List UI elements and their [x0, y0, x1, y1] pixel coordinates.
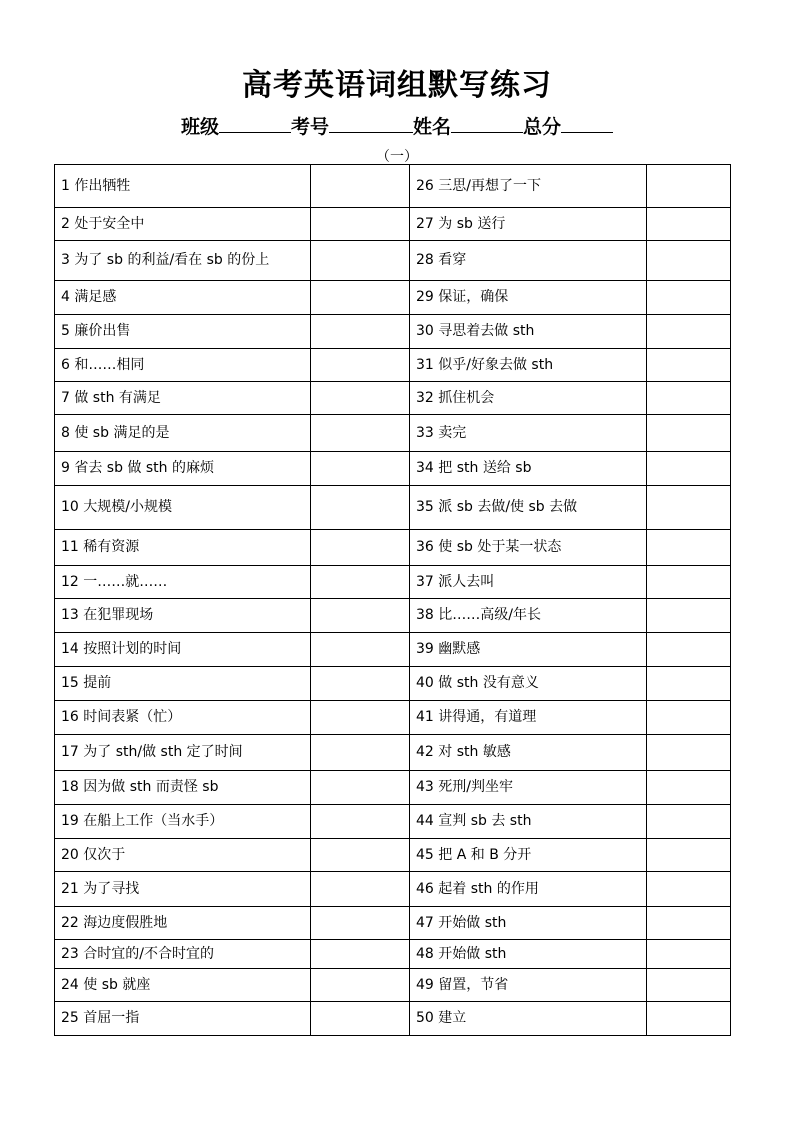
- table-row: [55, 415, 731, 452]
- table-row: [55, 566, 731, 599]
- answer-cell[interactable]: [311, 165, 410, 208]
- phrase-prompt-cell: 31 似乎/好象去做 sth: [410, 349, 647, 382]
- answer-cell[interactable]: [311, 735, 410, 771]
- phrase-prompt-cell: 33 卖完: [410, 415, 647, 452]
- phrase-prompt-cell: 36 使 sb 处于某一状态: [410, 530, 647, 566]
- phrase-prompt-cell: 34 把 sth 送给 sb: [410, 452, 647, 486]
- phrase-prompt-cell: 10 大规模/小规模: [55, 486, 311, 530]
- phrase-prompt-cell: 8 使 sb 满足的是: [55, 415, 311, 452]
- phrase-prompt-cell: 23 合时宜的/不合时宜的: [55, 940, 311, 969]
- answer-cell[interactable]: [311, 839, 410, 872]
- phrase-prompt-cell: 22 海边度假胜地: [55, 907, 311, 940]
- phrase-prompt-cell: 2 处于安全中: [55, 208, 311, 241]
- phrase-prompt-cell: 28 看穿: [410, 241, 647, 281]
- table-row: [55, 872, 731, 907]
- phrase-prompt-cell: 39 幽默感: [410, 633, 647, 667]
- score-blank[interactable]: [561, 114, 613, 133]
- answer-cell[interactable]: [647, 771, 731, 805]
- phrase-prompt-cell: 19 在船上工作（当水手）: [55, 805, 311, 839]
- phrase-table: [54, 164, 731, 1036]
- phrase-prompt-cell: 1 作出牺牲: [55, 165, 311, 208]
- answer-cell[interactable]: [311, 452, 410, 486]
- table-row: [55, 486, 731, 530]
- answer-cell[interactable]: [311, 633, 410, 667]
- phrase-prompt-cell: 35 派 sb 去做/使 sb 去做: [410, 486, 647, 530]
- answer-cell[interactable]: [311, 940, 410, 969]
- table-row: [55, 969, 731, 1002]
- answer-cell[interactable]: [647, 530, 731, 566]
- phrase-prompt-cell: 26 三思/再想了一下: [410, 165, 647, 208]
- answer-cell[interactable]: [647, 633, 731, 667]
- answer-cell[interactable]: [647, 241, 731, 281]
- answer-cell[interactable]: [311, 281, 410, 315]
- table-row: [55, 530, 731, 566]
- answer-cell[interactable]: [647, 667, 731, 701]
- table-row: [55, 940, 731, 969]
- answer-cell[interactable]: [647, 1002, 731, 1036]
- answer-cell[interactable]: [647, 452, 731, 486]
- phrase-prompt-cell: 17 为了 sth/做 sth 定了时间: [55, 735, 311, 771]
- table-row: [55, 241, 731, 281]
- answer-cell[interactable]: [311, 530, 410, 566]
- phrase-prompt-cell: 15 提前: [55, 667, 311, 701]
- phrase-prompt-cell: 30 寻思着去做 sth: [410, 315, 647, 349]
- answer-cell[interactable]: [647, 907, 731, 940]
- answer-cell[interactable]: [311, 382, 410, 415]
- phrase-prompt-cell: 37 派人去叫: [410, 566, 647, 599]
- answer-cell[interactable]: [311, 872, 410, 907]
- phrase-prompt-cell: 48 开始做 sth: [410, 940, 647, 969]
- phrase-prompt-cell: 46 起着 sth 的作用: [410, 872, 647, 907]
- phrase-prompt-cell: 44 宣判 sb 去 sth: [410, 805, 647, 839]
- phrase-prompt-cell: 6 和……相同: [55, 349, 311, 382]
- answer-cell[interactable]: [647, 735, 731, 771]
- answer-cell[interactable]: [647, 701, 731, 735]
- answer-cell[interactable]: [311, 805, 410, 839]
- phrase-prompt-cell: 29 保证，确保: [410, 281, 647, 315]
- phrase-prompt-cell: 24 使 sb 就座: [55, 969, 311, 1002]
- phrase-prompt-cell: 40 做 sth 没有意义: [410, 667, 647, 701]
- answer-cell[interactable]: [647, 805, 731, 839]
- table-row: [55, 315, 731, 349]
- phrase-prompt-cell: 12 一……就……: [55, 566, 311, 599]
- answer-cell[interactable]: [311, 566, 410, 599]
- phrase-prompt-cell: 13 在犯罪现场: [55, 599, 311, 633]
- phrase-prompt-cell: 45 把 A 和 B 分开: [410, 839, 647, 872]
- phrase-prompt-cell: 4 满足感: [55, 281, 311, 315]
- phrase-prompt-cell: 41 讲得通，有道理: [410, 701, 647, 735]
- name-label: 姓名: [413, 116, 452, 138]
- answer-cell[interactable]: [311, 315, 410, 349]
- table-row: [55, 208, 731, 241]
- answer-cell[interactable]: [647, 486, 731, 530]
- answer-cell[interactable]: [647, 208, 731, 241]
- answer-cell[interactable]: [647, 281, 731, 315]
- answer-cell[interactable]: [311, 415, 410, 452]
- phrase-prompt-cell: 9 省去 sb 做 sth 的麻烦: [55, 452, 311, 486]
- table-row: [55, 165, 731, 208]
- section-heading: （一）: [376, 149, 418, 165]
- table-row: [55, 907, 731, 940]
- phrase-prompt-cell: 25 首屈一指: [55, 1002, 311, 1036]
- answer-cell[interactable]: [311, 701, 410, 735]
- answer-cell[interactable]: [647, 839, 731, 872]
- phrase-prompt-cell: 32 抓住机会: [410, 382, 647, 415]
- class-blank[interactable]: [219, 114, 291, 133]
- phrase-prompt-cell: 42 对 sth 敏感: [410, 735, 647, 771]
- answer-cell[interactable]: [311, 241, 410, 281]
- name-blank[interactable]: [451, 114, 523, 133]
- table-row: [55, 349, 731, 382]
- page-title: 高考英语词组默写练习: [242, 68, 552, 103]
- phrase-prompt-cell: 50 建立: [410, 1002, 647, 1036]
- answer-cell[interactable]: [647, 165, 731, 208]
- phrase-prompt-cell: 16 时间表紧（忙）: [55, 701, 311, 735]
- phrase-prompt-cell: 27 为 sb 送行: [410, 208, 647, 241]
- phrase-prompt-cell: 47 开始做 sth: [410, 907, 647, 940]
- table-row: [55, 281, 731, 315]
- answer-cell[interactable]: [311, 907, 410, 940]
- phrase-prompt-cell: 43 死刑/判坐牢: [410, 771, 647, 805]
- answer-cell[interactable]: [311, 1002, 410, 1036]
- answer-cell[interactable]: [647, 349, 731, 382]
- phrase-prompt-cell: 20 仅次于: [55, 839, 311, 872]
- student-info-line: [0, 112, 794, 139]
- answer-cell[interactable]: [311, 486, 410, 530]
- table-row: [55, 1002, 731, 1036]
- answer-cell[interactable]: [311, 771, 410, 805]
- answer-cell[interactable]: [311, 208, 410, 241]
- phrase-prompt-cell: 11 稀有资源: [55, 530, 311, 566]
- answer-cell[interactable]: [647, 940, 731, 969]
- table-row: [55, 452, 731, 486]
- table-row: [55, 701, 731, 735]
- phrase-prompt-cell: 3 为了 sb 的利益/看在 sb 的份上: [55, 241, 311, 281]
- table-row: [55, 839, 731, 872]
- exam-number-blank[interactable]: [329, 114, 413, 133]
- table-row: [55, 667, 731, 701]
- answer-cell[interactable]: [647, 872, 731, 907]
- answer-cell[interactable]: [647, 599, 731, 633]
- phrase-prompt-cell: 21 为了寻找: [55, 872, 311, 907]
- phrase-prompt-cell: 49 留置，节省: [410, 969, 647, 1002]
- table-row: [55, 805, 731, 839]
- phrase-prompt-cell: 14 按照计划的时间: [55, 633, 311, 667]
- answer-cell[interactable]: [311, 349, 410, 382]
- score-label: 总分: [523, 116, 562, 138]
- answer-cell[interactable]: [647, 315, 731, 349]
- answer-cell[interactable]: [647, 382, 731, 415]
- table-row: [55, 382, 731, 415]
- table-row: [55, 599, 731, 633]
- phrase-prompt-cell: 38 比……高级/年长: [410, 599, 647, 633]
- table-row: [55, 735, 731, 771]
- table-row: [55, 633, 731, 667]
- answer-cell[interactable]: [647, 969, 731, 1002]
- class-label: 班级: [180, 116, 219, 138]
- answer-cell[interactable]: [647, 415, 731, 452]
- phrase-prompt-cell: 5 廉价出售: [55, 315, 311, 349]
- answer-cell[interactable]: [311, 667, 410, 701]
- answer-cell[interactable]: [647, 566, 731, 599]
- table-row: [55, 771, 731, 805]
- answer-cell[interactable]: [311, 969, 410, 1002]
- exam-number-label: 考号: [290, 116, 329, 138]
- phrase-prompt-cell: 7 做 sth 有满足: [55, 382, 311, 415]
- phrase-prompt-cell: 18 因为做 sth 而责怪 sb: [55, 771, 311, 805]
- answer-cell[interactable]: [311, 599, 410, 633]
